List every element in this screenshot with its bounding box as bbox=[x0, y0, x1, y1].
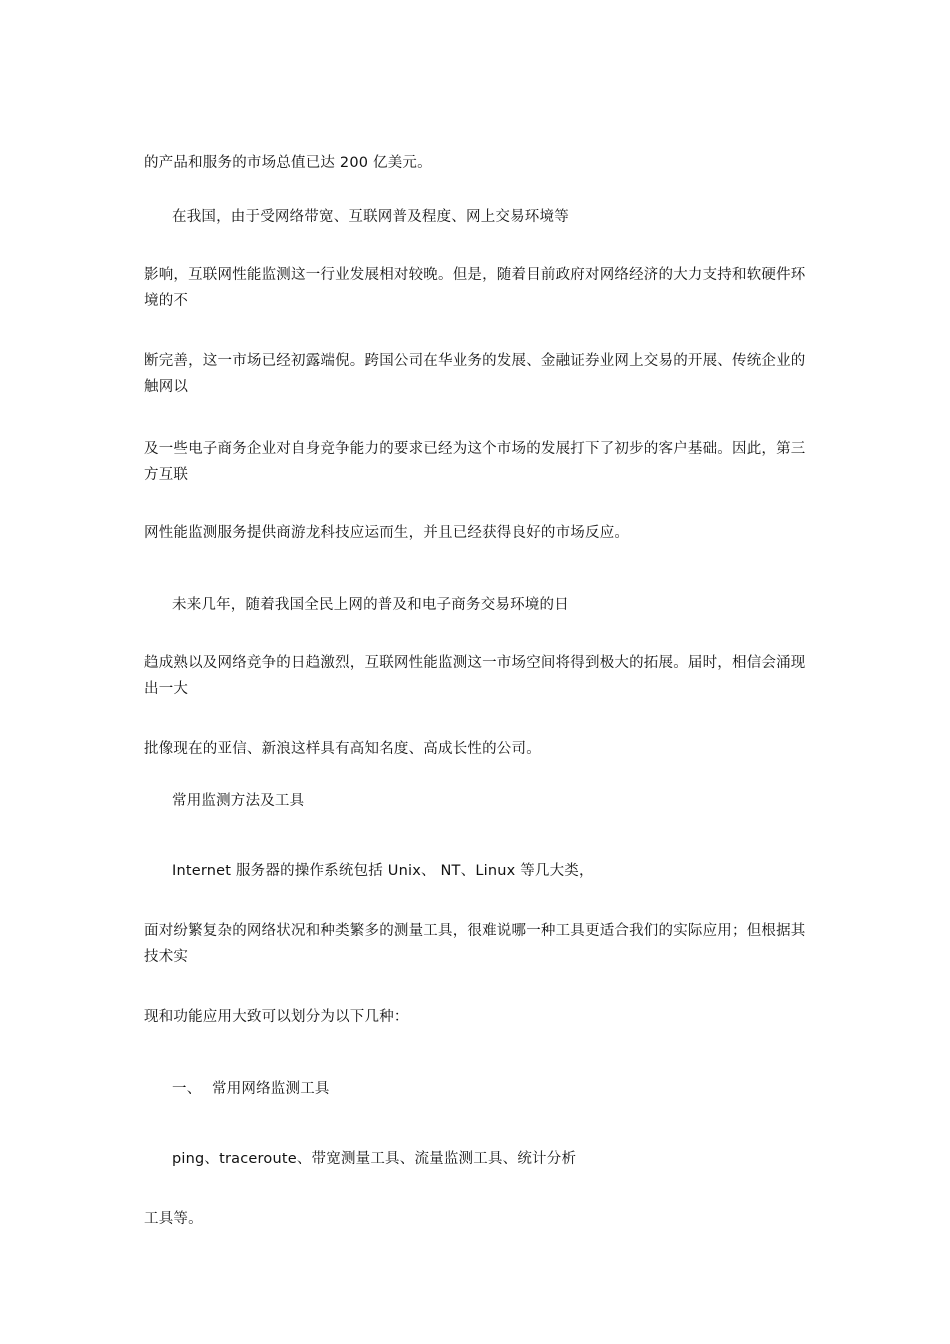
paragraph-text: 在我国，由于受网络带宽、互联网普及程度、网上交易环境等 bbox=[172, 209, 569, 225]
paragraph-market-emerging bbox=[144, 348, 810, 400]
paragraph-market-expansion bbox=[144, 650, 810, 702]
paragraph-text: 工具等。 bbox=[144, 1211, 203, 1227]
paragraph-text: 及一些电子商务企业对自身竞争能力的要求已经为这个市场的发展打下了初步的客户基础。因此，第三方互联 bbox=[144, 441, 806, 483]
paragraph-future bbox=[172, 592, 812, 618]
section-heading bbox=[172, 788, 812, 814]
paragraph-text: 趋成熟以及网络竞争的日趋激烈，互联网性能监测这一市场空间将得到极大的拓展。届时，相信会涌现出一大 bbox=[144, 655, 806, 697]
paragraph-text: ping、traceroute、带宽测量工具、流量监测工具、统计分析 bbox=[172, 1151, 577, 1167]
paragraph-tools-complex bbox=[144, 918, 810, 970]
heading-text: 常用监测方法及工具 bbox=[172, 793, 305, 809]
list-heading-tools bbox=[172, 1076, 812, 1102]
paragraph-text: 未来几年，随着我国全民上网的普及和电子商务交易环境的日 bbox=[172, 597, 569, 613]
paragraph-tool-list-end bbox=[144, 1206, 810, 1232]
paragraph-youlong bbox=[144, 520, 810, 546]
paragraph-text: 面对纷繁复杂的网络状况和种类繁多的测量工具，很难说哪一种工具更适合我们的实际应用；但根据其技术实 bbox=[144, 923, 806, 965]
paragraph-text: 现和功能应用大致可以划分为以下几种： bbox=[144, 1009, 409, 1025]
paragraph-china-intro bbox=[172, 204, 812, 230]
list-heading-text: 常用网络监测工具 bbox=[212, 1081, 330, 1097]
paragraph-text: Internet 服务器的操作系统包括 Unix、 NT、Linux 等几大类， bbox=[172, 863, 594, 879]
paragraph-market-value bbox=[144, 150, 810, 176]
paragraph-tool-list bbox=[172, 1146, 812, 1172]
list-number: 一、 bbox=[172, 1081, 202, 1097]
paragraph-classification bbox=[144, 1004, 810, 1030]
paragraph-text: 批像现在的亚信、新浪这样具有高知名度、高成长性的公司。 bbox=[144, 741, 541, 757]
paragraph-customer-base bbox=[144, 436, 810, 488]
paragraph-industry-late bbox=[144, 262, 810, 314]
paragraph-text: 网性能监测服务提供商游龙科技应运而生，并且已经获得良好的市场反应。 bbox=[144, 525, 630, 541]
paragraph-companies bbox=[144, 736, 810, 762]
paragraph-text: 断完善，这一市场已经初露端倪。跨国公司在华业务的发展、金融证券业网上交易的开展、传统企业的触网以 bbox=[144, 353, 806, 395]
paragraph-os-types bbox=[172, 858, 812, 884]
paragraph-text: 影响，互联网性能监测这一行业发展相对较晚。但是，随着目前政府对网络经济的大力支持和软硬件环境的不 bbox=[144, 267, 806, 309]
paragraph-text: 的产品和服务的市场总值已达 200 亿美元。 bbox=[144, 155, 432, 171]
